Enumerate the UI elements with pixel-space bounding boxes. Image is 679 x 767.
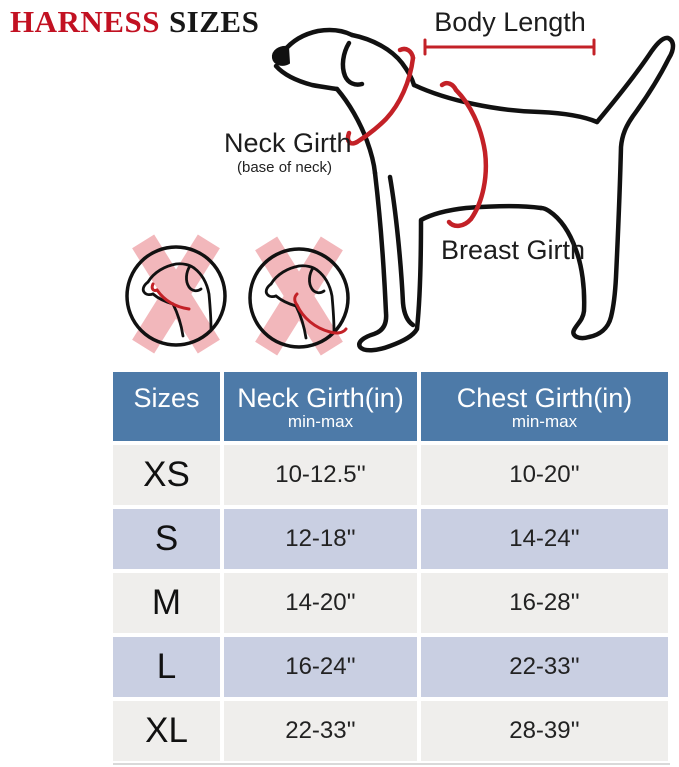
neck-value: 16-24'' [224, 637, 417, 697]
body-length-line [425, 40, 594, 54]
body-length-label: Body Length [434, 7, 586, 37]
neck-girth-sublabel: (base of neck) [237, 159, 333, 176]
chest-value: 14-24'' [421, 509, 668, 569]
chest-value: 16-28'' [421, 573, 668, 633]
table-bottom-edge [113, 763, 670, 765]
size-table [113, 372, 668, 761]
neck-value: 14-20'' [224, 573, 417, 633]
header-chest-girth: Chest Girth(in) min-max [421, 372, 668, 441]
header-sizes: Sizes [113, 372, 220, 441]
breast-girth-label: Breast Girth [441, 235, 586, 265]
chest-value: 28-39'' [421, 701, 668, 761]
size-label: S [113, 509, 220, 569]
neck-value: 22-33'' [224, 701, 417, 761]
neck-value: 10-12.5'' [224, 445, 417, 505]
title-harness: HARNESS [10, 4, 160, 39]
size-label: M [113, 573, 220, 633]
title-sizes: SIZES [168, 4, 260, 39]
size-label: L [113, 637, 220, 697]
size-label: XS [113, 445, 220, 505]
dog-measurement-diagram [0, 0, 679, 372]
neck-girth-label: Neck Girth [224, 128, 352, 158]
chest-value: 10-20'' [421, 445, 668, 505]
header-neck-girth: Neck Girth(in) min-max [224, 372, 417, 441]
size-label: XL [113, 701, 220, 761]
neck-value: 12-18'' [224, 509, 417, 569]
chest-value: 22-33'' [421, 637, 668, 697]
